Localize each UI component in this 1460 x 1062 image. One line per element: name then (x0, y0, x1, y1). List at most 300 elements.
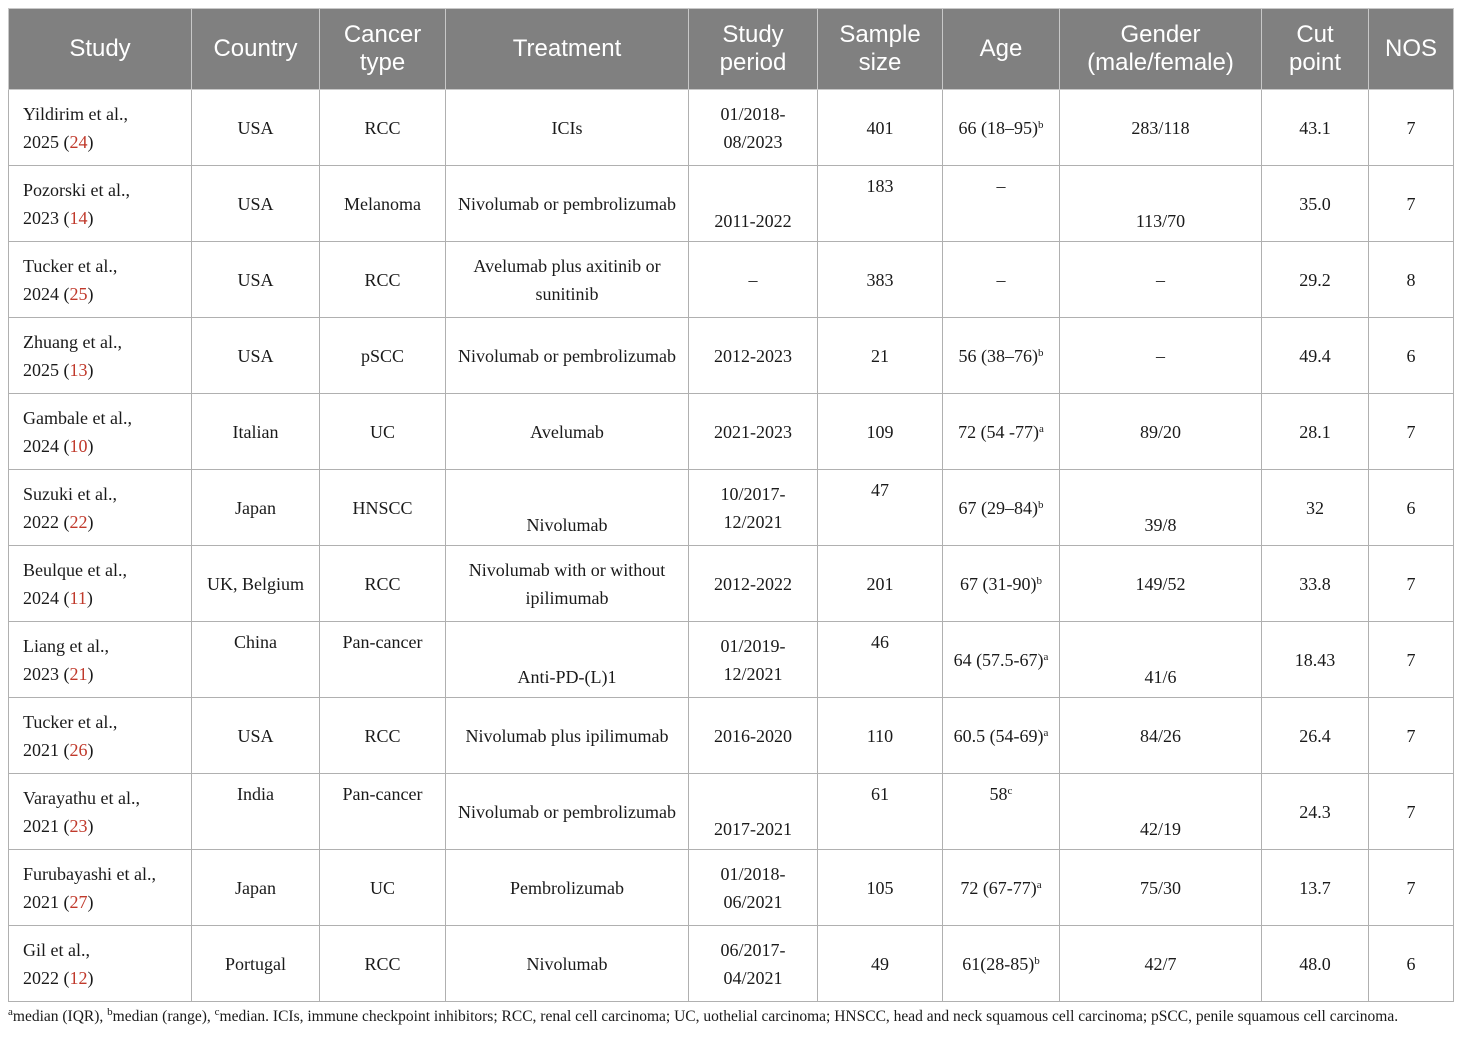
cell-cancer (320, 242, 446, 318)
study-reference: 25 (69, 283, 88, 304)
value-sample: 47 (871, 480, 889, 500)
cell-study: Varayathu et al., 2021 (23) (9, 774, 192, 850)
cell-treatment (446, 850, 689, 926)
cell-sample (818, 698, 943, 774)
value-age: 61(28-85) (962, 953, 1035, 974)
age-footnote-mark: b (1034, 954, 1040, 967)
value-age: – (996, 269, 1006, 290)
value-country: China (234, 632, 277, 652)
cell-country (192, 926, 320, 1002)
cell-treatment (446, 546, 689, 622)
cell-study: Zhuang et al., 2025 (13) (9, 318, 192, 394)
age-footnote-mark: b (1038, 498, 1044, 511)
table-row (9, 166, 1454, 242)
value-cut: 29.2 (1299, 269, 1331, 290)
cell-cancer (320, 698, 446, 774)
study-reference: 11 (69, 587, 87, 608)
cell-nos (1369, 318, 1454, 394)
value-cut: 43.1 (1299, 117, 1331, 138)
value-cancer: RCC (364, 573, 401, 594)
value-country: Italian (232, 421, 279, 442)
cell-study: Beulque et al., 2024 (11) (9, 546, 192, 622)
cell-period (689, 318, 818, 394)
cell-nos (1369, 470, 1454, 546)
cell-treatment (446, 166, 689, 242)
cell-treatment (446, 90, 689, 166)
study-year: 2022 (23, 967, 59, 988)
study-reference: 13 (69, 359, 88, 380)
value-treatment: Anti-PD-(L)1 (517, 667, 617, 687)
value-sample: 61 (871, 784, 889, 804)
value-cut: 48.0 (1299, 953, 1331, 974)
cell-period (689, 774, 818, 850)
value-age: 64 (57.5-67) (953, 649, 1044, 670)
cell-cut (1262, 318, 1369, 394)
footnote-sup-c: c (214, 1006, 220, 1018)
age-footnote-mark: b (1038, 346, 1044, 359)
value-period: 2017-2021 (714, 819, 792, 839)
cell-sample (818, 774, 943, 850)
table-row (9, 850, 1454, 926)
cell-nos (1369, 242, 1454, 318)
header-cancer-type: Cancer type (320, 9, 446, 90)
value-gender: 84/26 (1139, 725, 1181, 746)
cell-cut (1262, 546, 1369, 622)
value-nos: 7 (1406, 573, 1416, 594)
age-footnote-mark: a (1039, 422, 1044, 435)
value-cancer: UC (369, 877, 395, 898)
cell-age (943, 622, 1060, 698)
value-cancer: pSCC (360, 345, 405, 366)
value-nos: 7 (1406, 877, 1416, 898)
value-country: Japan (235, 877, 276, 898)
value-gender: – (1156, 345, 1165, 366)
cell-period (689, 166, 818, 242)
footnote-text-a: median (IQR), (12, 1008, 108, 1025)
value-age: 67 (29–84) (958, 497, 1038, 518)
cell-sample (818, 394, 943, 470)
study-author: Yildirim et al., (23, 103, 128, 124)
study-reference: 27 (69, 891, 88, 912)
value-sample: 105 (866, 877, 894, 898)
cell-cut (1262, 166, 1369, 242)
value-age: 67 (31-90) (960, 573, 1037, 594)
value-sample: 21 (871, 345, 889, 366)
value-period: 2012-2022 (714, 573, 792, 594)
value-nos: 6 (1406, 345, 1416, 366)
study-reference: 10 (69, 435, 88, 456)
cell-sample (818, 546, 943, 622)
value-sample: 183 (866, 176, 894, 196)
cell-period (689, 622, 818, 698)
study-year: 2024 (23, 435, 59, 456)
cell-country (192, 850, 320, 926)
study-author: Furubayashi et al., (23, 863, 156, 884)
header-sample-size: Sample size (818, 9, 943, 90)
value-country: Portugal (225, 953, 286, 974)
table-container (8, 8, 1453, 1002)
value-cut: 32 (1306, 497, 1324, 518)
value-period: 2012-2023 (714, 345, 792, 366)
study-reference: 22 (69, 511, 88, 532)
value-country: USA (237, 117, 274, 138)
table-row (9, 546, 1454, 622)
value-cancer: Melanoma (344, 193, 421, 214)
cell-sample (818, 90, 943, 166)
cell-gender (1060, 546, 1262, 622)
cell-period (689, 394, 818, 470)
cell-sample (818, 850, 943, 926)
cell-cancer (320, 774, 446, 850)
cell-cut (1262, 394, 1369, 470)
cell-treatment (446, 242, 689, 318)
cell-period (689, 926, 818, 1002)
table-row (9, 470, 1454, 546)
value-cancer: RCC (364, 953, 401, 974)
footnote-text-c: median. ICIs, immune checkpoint inhibitors; RCC, renal cell carcinoma; UC, uothelial carcinoma; HNSCC, head and neck squamous cell carcinoma; pSCC, penile squamous cell carcinoma. (219, 1008, 1399, 1025)
value-gender: 42/19 (1139, 819, 1181, 839)
value-treatment: Pembrolizumab (510, 877, 624, 898)
table-row (9, 318, 1454, 394)
value-treatment: Avelumab (530, 421, 604, 442)
cell-sample (818, 166, 943, 242)
cell-gender (1060, 470, 1262, 546)
study-year: 2021 (23, 815, 59, 836)
cell-cut (1262, 850, 1369, 926)
value-treatment: Nivolumab or pembrolizumab (458, 345, 676, 366)
cell-age (943, 318, 1060, 394)
cell-age (943, 90, 1060, 166)
value-treatment: Nivolumab or pembrolizumab (458, 193, 676, 214)
value-gender: – (1156, 269, 1165, 290)
cell-gender (1060, 394, 1262, 470)
study-year: 2025 (23, 131, 59, 152)
value-cancer: UC (369, 421, 395, 442)
cell-treatment (446, 774, 689, 850)
value-country: India (237, 784, 274, 804)
cell-sample (818, 926, 943, 1002)
value-treatment: Nivolumab plus ipilimumab (465, 725, 669, 746)
value-sample: 401 (866, 117, 894, 138)
value-country: USA (237, 725, 274, 746)
value-age: 72 (54 -77) (958, 421, 1040, 442)
cell-country (192, 318, 320, 394)
table-row (9, 242, 1454, 318)
cell-country (192, 242, 320, 318)
age-footnote-mark: a (1036, 878, 1042, 891)
cell-cancer (320, 470, 446, 546)
cell-period (689, 546, 818, 622)
value-country: USA (237, 269, 274, 290)
value-treatment: Nivolumab or pembrolizumab (458, 801, 676, 822)
value-cut: 24.3 (1299, 801, 1331, 822)
value-treatment: Avelumab plus axitinib or sunitinib (473, 255, 661, 304)
cell-cancer (320, 394, 446, 470)
value-period: 10/2017-12/2021 (720, 483, 786, 532)
age-footnote-mark: a (1043, 726, 1049, 739)
study-author: Tucker et al., (23, 711, 118, 732)
table-row (9, 926, 1454, 1002)
value-nos: 7 (1406, 117, 1416, 138)
value-nos: 7 (1406, 421, 1416, 442)
cell-study: Tucker et al., 2024 (25) (9, 242, 192, 318)
age-footnote-mark: a (1043, 650, 1049, 663)
study-author: Beulque et al., (23, 559, 127, 580)
header-cut-point: Cut point (1262, 9, 1369, 90)
study-author: Tucker et al., (23, 255, 118, 276)
cell-period (689, 698, 818, 774)
table-row (9, 774, 1454, 850)
study-year: 2022 (23, 511, 59, 532)
study-reference: 21 (69, 663, 88, 684)
value-gender: 113/70 (1135, 211, 1186, 231)
value-nos: 7 (1406, 193, 1416, 214)
cell-period (689, 470, 818, 546)
cell-nos (1369, 166, 1454, 242)
study-year: 2021 (23, 739, 59, 760)
study-year: 2021 (23, 891, 59, 912)
value-gender: 283/118 (1131, 117, 1190, 138)
study-author: Zhuang et al., (23, 331, 122, 352)
value-age: – (996, 176, 1006, 196)
table-row (9, 394, 1454, 470)
value-cut: 18.43 (1294, 649, 1336, 670)
cell-nos (1369, 90, 1454, 166)
cell-age (943, 698, 1060, 774)
cell-country (192, 90, 320, 166)
cell-period (689, 850, 818, 926)
cell-sample (818, 622, 943, 698)
age-footnote-mark: b (1036, 574, 1042, 587)
cell-age (943, 242, 1060, 318)
value-gender: 39/8 (1144, 515, 1177, 535)
value-age: 56 (38–76) (958, 345, 1038, 366)
value-period: 01/2018-06/2021 (720, 863, 786, 912)
cell-sample (818, 318, 943, 394)
value-nos: 7 (1406, 649, 1416, 670)
cell-nos (1369, 774, 1454, 850)
study-reference: 26 (69, 739, 88, 760)
cell-nos (1369, 394, 1454, 470)
value-gender: 149/52 (1135, 573, 1186, 594)
value-cancer: RCC (364, 269, 401, 290)
value-age: 66 (18–95) (958, 117, 1038, 138)
cell-cut (1262, 90, 1369, 166)
value-gender: 42/7 (1144, 953, 1177, 974)
value-treatment: Nivolumab (526, 953, 608, 974)
cell-period (689, 242, 818, 318)
cell-age (943, 926, 1060, 1002)
cell-treatment (446, 622, 689, 698)
cell-country (192, 622, 320, 698)
cell-treatment (446, 698, 689, 774)
study-characteristics-table (8, 8, 1454, 1002)
cell-treatment (446, 394, 689, 470)
value-period: 2016-2020 (714, 725, 792, 746)
cell-study: Gil et al., 2022 (12) (9, 926, 192, 1002)
study-author: Varayathu et al., (23, 787, 140, 808)
cell-nos (1369, 698, 1454, 774)
study-author: Suzuki et al., (23, 483, 117, 504)
value-cancer: Pan-cancer (342, 784, 423, 804)
value-sample: 383 (866, 269, 894, 290)
cell-cancer (320, 622, 446, 698)
cell-gender (1060, 622, 1262, 698)
value-period: 2011-2022 (714, 211, 792, 231)
header-row (9, 9, 1454, 90)
cell-study: Pozorski et al., 2023 (14) (9, 166, 192, 242)
cell-country (192, 774, 320, 850)
cell-age (943, 546, 1060, 622)
cell-age (943, 166, 1060, 242)
cell-nos (1369, 546, 1454, 622)
value-period: – (748, 269, 758, 290)
value-cut: 26.4 (1299, 725, 1331, 746)
value-nos: 6 (1406, 953, 1416, 974)
cell-gender (1060, 926, 1262, 1002)
cell-age (943, 394, 1060, 470)
header-study-period: Study period (689, 9, 818, 90)
value-treatment: ICIs (551, 117, 583, 138)
cell-cancer (320, 318, 446, 394)
footnote-sup-b: b (107, 1006, 113, 1018)
study-author: Gil et al., (23, 939, 90, 960)
value-period: 2021-2023 (714, 421, 792, 442)
value-gender: 75/30 (1139, 877, 1181, 898)
cell-country (192, 394, 320, 470)
value-country: Japan (235, 497, 276, 518)
cell-cancer (320, 926, 446, 1002)
value-country: USA (237, 345, 274, 366)
cell-gender (1060, 774, 1262, 850)
cell-cut (1262, 622, 1369, 698)
cell-age (943, 774, 1060, 850)
cell-age (943, 850, 1060, 926)
value-cut: 28.1 (1299, 421, 1331, 442)
value-period: 01/2018-08/2023 (720, 103, 786, 152)
cell-country (192, 698, 320, 774)
value-age: 58 (989, 784, 1008, 804)
value-nos: 6 (1406, 497, 1416, 518)
study-reference: 23 (69, 815, 88, 836)
cell-study: Tucker et al., 2021 (26) (9, 698, 192, 774)
cell-country (192, 470, 320, 546)
cell-cancer (320, 546, 446, 622)
cell-country (192, 166, 320, 242)
study-year: 2025 (23, 359, 59, 380)
header-age: Age (943, 9, 1060, 90)
study-year: 2023 (23, 663, 59, 684)
study-author: Pozorski et al., (23, 179, 130, 200)
table-row (9, 622, 1454, 698)
value-period: 06/2017-04/2021 (720, 939, 786, 988)
value-cut: 35.0 (1299, 193, 1331, 214)
value-cut: 49.4 (1299, 345, 1331, 366)
study-year: 2024 (23, 587, 59, 608)
cell-sample (818, 470, 943, 546)
cell-cut (1262, 698, 1369, 774)
value-age: 72 (67-77) (960, 877, 1037, 898)
value-cut: 33.8 (1299, 573, 1331, 594)
age-footnote-mark: c (1007, 785, 1013, 797)
cell-gender (1060, 242, 1262, 318)
cell-treatment (446, 926, 689, 1002)
table-body (9, 90, 1454, 1002)
cell-cut (1262, 470, 1369, 546)
cell-study: Yildirim et al., 2025 (24) (9, 90, 192, 166)
study-reference: 24 (69, 131, 88, 152)
value-nos: 7 (1406, 725, 1416, 746)
value-treatment: Nivolumab (526, 515, 608, 535)
cell-study: Furubayashi et al., 2021 (27) (9, 850, 192, 926)
cell-cancer (320, 850, 446, 926)
table-footnote (8, 1006, 1453, 1028)
cell-cut (1262, 242, 1369, 318)
header-nos: NOS (1369, 9, 1454, 90)
study-reference: 12 (69, 967, 88, 988)
cell-gender (1060, 318, 1262, 394)
cell-cut (1262, 774, 1369, 850)
value-gender: 41/6 (1144, 667, 1177, 687)
value-cancer: RCC (364, 117, 401, 138)
header-study: Study (9, 9, 192, 90)
value-sample: 46 (871, 632, 889, 652)
cell-cut (1262, 926, 1369, 1002)
value-treatment: Nivolumab with or without ipilimumab (468, 559, 666, 608)
table-row (9, 90, 1454, 166)
value-age: 60.5 (54-69) (953, 725, 1044, 746)
cell-treatment (446, 318, 689, 394)
cell-study: Gambale et al., 2024 (10) (9, 394, 192, 470)
cell-cancer (320, 166, 446, 242)
cell-nos (1369, 622, 1454, 698)
cell-country (192, 546, 320, 622)
cell-study: Suzuki et al., 2022 (22) (9, 470, 192, 546)
cell-nos (1369, 850, 1454, 926)
cell-treatment (446, 470, 689, 546)
cell-study: Liang et al., 2023 (21) (9, 622, 192, 698)
footnote-text-b: median (range), (112, 1008, 215, 1025)
value-cut: 13.7 (1299, 877, 1331, 898)
study-year: 2024 (23, 283, 59, 304)
value-nos: 8 (1406, 269, 1416, 290)
cell-period (689, 90, 818, 166)
age-footnote-mark: b (1038, 118, 1044, 131)
value-sample: 110 (866, 725, 894, 746)
value-sample: 49 (871, 953, 889, 974)
value-gender: 89/20 (1139, 421, 1181, 442)
value-nos: 7 (1406, 801, 1416, 822)
header-country: Country (192, 9, 320, 90)
value-sample: 201 (866, 573, 894, 594)
value-sample: 109 (866, 421, 894, 442)
study-reference: 14 (69, 207, 88, 228)
table-row (9, 698, 1454, 774)
header-gender: Gender (male/female) (1060, 9, 1262, 90)
study-author: Liang et al., (23, 635, 109, 656)
value-country: USA (237, 193, 274, 214)
value-period: 01/2019-12/2021 (720, 635, 786, 684)
study-year: 2023 (23, 207, 59, 228)
cell-gender (1060, 90, 1262, 166)
cell-age (943, 470, 1060, 546)
cell-sample (818, 242, 943, 318)
cell-gender (1060, 850, 1262, 926)
header-treatment: Treatment (446, 9, 689, 90)
cell-gender (1060, 166, 1262, 242)
footnote-sup-a: a (8, 1006, 13, 1018)
cell-nos (1369, 926, 1454, 1002)
